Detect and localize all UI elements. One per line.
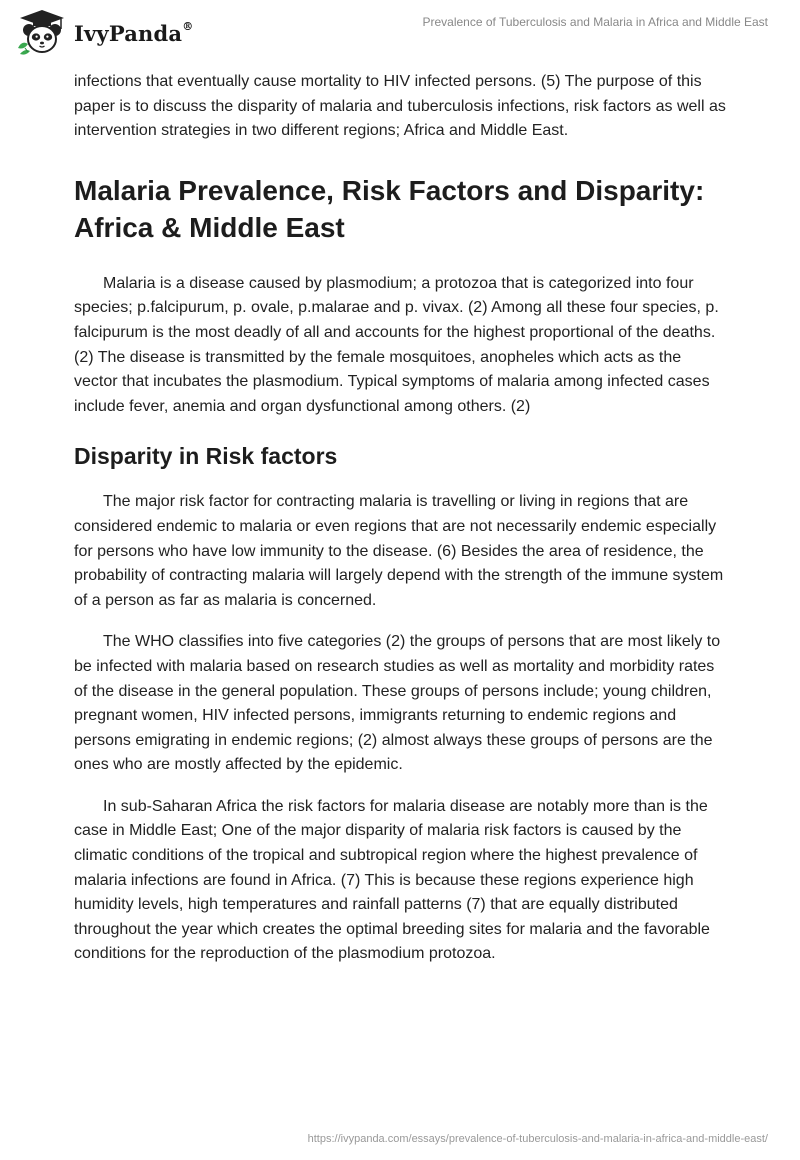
running-title: Prevalence of Tuberculosis and Malaria in Africa and Middle East — [422, 15, 768, 29]
section-paragraph: Malaria is a disease caused by plasmodium; a protozoa that is categorized into four species; p.falcipurum, p. ovale, p.malarae and p. vivax. (2) Among all these four species, p. falcipurum is the most deadly of all and accounts for the highest proportional of the deaths. (2) The disease is transmitted by the female mosquitoes, anopheles which acts as the vector that incubates the plasmodium. Typical symptoms of malaria among infected cases include fever, anemia and organ dysfunctional among others. (2) — [74, 274, 719, 415]
registered-mark: ® — [182, 19, 194, 33]
section-heading: Malaria Prevalence, Risk Factors and Disparity: Africa & Middle East — [74, 174, 705, 243]
panda-graduate-icon — [14, 8, 70, 56]
page-header — [0, 0, 800, 70]
essay-body — [74, 70, 726, 984]
brand-name: IvyPanda® — [74, 19, 194, 46]
ivypanda-logo[interactable] — [14, 8, 193, 56]
risk-paragraph-3: In sub-Saharan Africa the risk factors for malaria disease are notably more than is the case in Middle East; One of the major disparity of malaria risk factors is caused by the climatic conditions of the tropical and subtropical region where the highest prevalence of malaria infections are found in Africa. (7) This is because these regions experience high humidity levels, high temperatures and rainfall patterns (7) that are equally distributed throughout the year which creates the optimal breeding sites for malaria and the favorable conditions for the reproduction of the plasmodium protozoa. — [74, 797, 710, 963]
source-url[interactable]: https://ivypanda.com/essays/prevalence-of-tuberculosis-and-malaria-in-africa-and-middle-east/ — [307, 1133, 768, 1145]
risk-paragraph-2: The WHO classifies into five categories (2) the groups of persons that are most likely to be infected with malaria based on research studies as well as mortality and morbidity rates of the disease in the general population. These groups of persons include; young children, pregnant women, HIV infected persons, immigrants returning to endemic regions and persons emigrating in endemic regions; (2) almost always these groups of persons are the ones who are mostly affected by the epidemic. — [74, 633, 721, 774]
intro-paragraph: infections that eventually cause mortality to HIV infected persons. (5) The purpose of this paper is to discuss the disparity of malaria and tuberculosis infections, risk factors as well as intervention strategies in two different regions; Africa and Middle East. — [74, 73, 726, 140]
risk-paragraph-1: The major risk factor for contracting malaria is travelling or living in regions that are considered endemic to malaria or even regions that are not necessarily endemic especially for persons who have low immunity to the disease. (6) Besides the area of residence, the probability of contracting malaria will largely depend with the strength of the immune system of a person as far as malaria is concerned. — [74, 493, 724, 609]
subsection-heading: Disparity in Risk factors — [74, 443, 338, 470]
